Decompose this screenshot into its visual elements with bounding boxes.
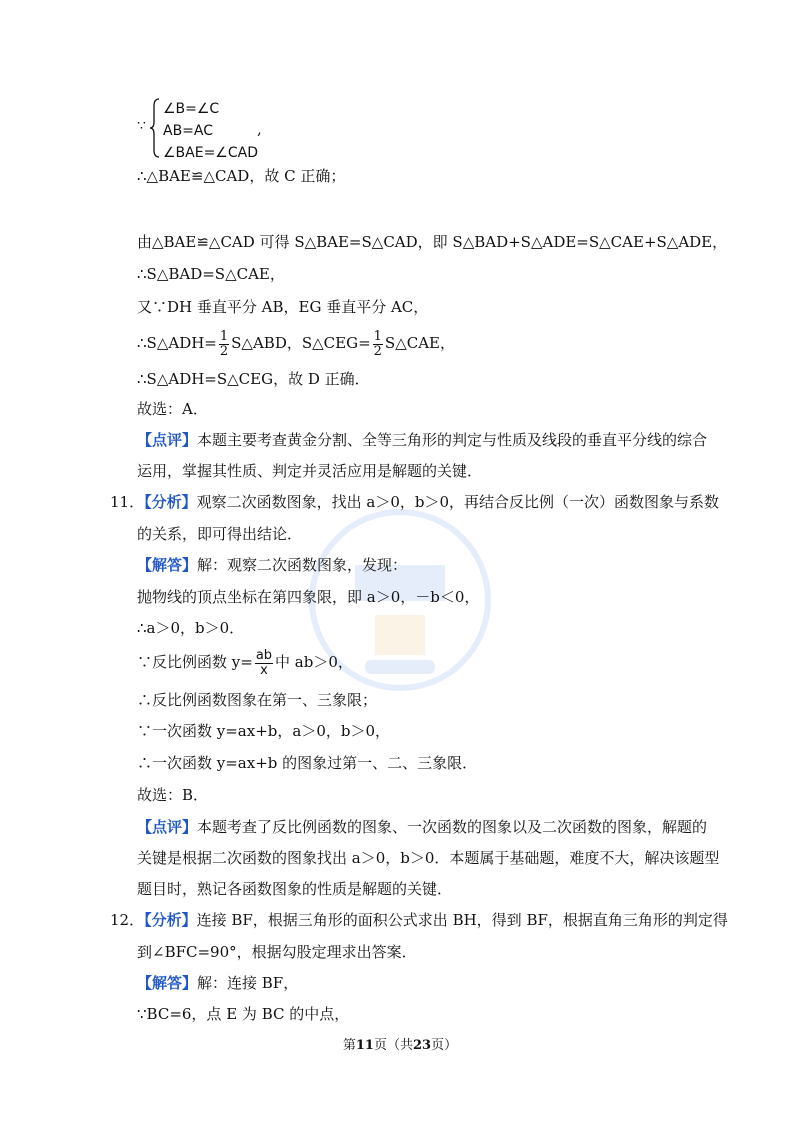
fraction-denominator: x xyxy=(260,662,268,678)
text-segment: 连接 BF，根据三角形的面积公式求出 BH，得到 BF，根据直角三角形的判定得 xyxy=(196,911,728,929)
text-segment: ∴S△ADH= xyxy=(137,334,217,352)
brace-comma: , xyxy=(257,120,262,138)
text-line: ∴S△ADH=S△CEG，故 D 正确． xyxy=(137,370,370,388)
fraction-numerator: ab xyxy=(255,647,273,663)
because-symbol: ∵ xyxy=(137,118,146,134)
answer-line xyxy=(137,555,407,575)
text-line: 的关系，即可得出结论． xyxy=(137,525,303,543)
question-number: 11． xyxy=(110,493,145,511)
text-segment: 本题考查了反比例函数的图象、一次函数的图象以及二次函数的图象，解题的 xyxy=(197,818,708,836)
text-segment: 解：连接 BF， xyxy=(197,974,299,992)
page-footer xyxy=(0,1034,800,1053)
fraction xyxy=(219,330,229,359)
text-line: ∵一次函数 y=ax+b，a＞0，b＞0， xyxy=(137,722,391,740)
text-segment: 中 ab＞0， xyxy=(275,653,353,671)
fraction-denominator: 2 xyxy=(373,343,382,359)
fraction-denominator: 2 xyxy=(219,343,229,359)
text-segment: ∵反比例函数 y= xyxy=(137,653,253,671)
review-tag: 【点评】 xyxy=(137,431,198,449)
text-line: ∵BC=6，点 E 为 BC 的中点， xyxy=(137,1005,350,1023)
answer-line xyxy=(137,973,298,993)
text-line: ∴反比例函数图象在第一、三象限； xyxy=(137,691,378,709)
condition-row: ∠B=∠C xyxy=(163,101,220,117)
text-line-fraction xyxy=(137,645,353,679)
text-line: ∴△BAE≌△CAD，故 C 正确； xyxy=(137,167,346,185)
text-segment: S△ABD，S△CEG= xyxy=(231,334,371,352)
question-11-analysis xyxy=(110,492,719,512)
text-line: 又∵DH 垂直平分 AB，EG 垂直平分 AC， xyxy=(137,298,429,316)
review-line xyxy=(137,430,707,450)
question-12-analysis xyxy=(110,910,728,930)
analysis-tag: 【分析】 xyxy=(144,911,197,929)
fraction-numerator: 1 xyxy=(219,328,229,344)
text-line: ∴a＞0，b＞0． xyxy=(137,619,245,637)
footer-text: 页） xyxy=(431,1038,458,1053)
total-page-number: 23 xyxy=(413,1038,432,1053)
fraction xyxy=(255,649,273,678)
text-line: ∴一次函数 y=ax+b 的图象过第一、二、三象限． xyxy=(137,754,478,772)
text-segment: 本题主要考查黄金分割、全等三角形的判定与性质及线段的垂直平分线的综合 xyxy=(197,431,708,449)
text-segment: 观察二次函数图象，找出 a＞0，b＞0，再结合反比例（一次）函数图象与系数 xyxy=(196,493,720,511)
text-line: 由△BAE≌△CAD 可得 S△BAE=S△CAD，即 S△BAD+S△ADE=S△CAE+S△ADE， xyxy=(137,233,728,251)
current-page-number: 11 xyxy=(355,1038,374,1053)
footer-text: 页（共 xyxy=(373,1038,413,1053)
fraction-numerator: 1 xyxy=(373,328,382,344)
question-number: 12． xyxy=(110,911,145,929)
text-line: 抛物线的顶点坐标在第四象限，即 a＞0，－b＜0， xyxy=(137,588,480,606)
review-tag: 【点评】 xyxy=(137,818,198,836)
text-segment: S△CAE， xyxy=(384,334,455,352)
review-line xyxy=(137,817,707,837)
footer-text: 第 xyxy=(342,1038,356,1053)
text-line-fraction xyxy=(137,326,455,360)
analysis-tag: 【分析】 xyxy=(144,493,197,511)
text-line: ∴S△BAD=S△CAE， xyxy=(137,265,285,283)
answer-tag: 【解答】 xyxy=(137,974,198,992)
condition-row: AB=AC xyxy=(163,123,214,139)
text-line: 关键是根据二次函数的图象找出 a＞0，b＞0．本题属于基础题，难度不大，解决该题型 xyxy=(137,849,720,867)
condition-row: ∠BAE=∠CAD xyxy=(163,145,258,161)
fraction xyxy=(373,330,383,359)
text-line: 运用，掌握其性质、判定并灵活应用是解题的关键． xyxy=(137,462,483,480)
condition-list xyxy=(163,98,258,164)
text-line: 故选：A． xyxy=(137,400,208,418)
text-line: 故选：B． xyxy=(137,786,209,804)
text-line: 题目时，熟记各函数图象的性质是解题的关键． xyxy=(137,880,453,898)
answer-tag: 【解答】 xyxy=(137,556,198,574)
text-line: 到∠BFC=90°，根据勾股定理求出答案． xyxy=(137,943,417,961)
text-segment: 解：观察二次函数图象，发现： xyxy=(197,556,408,574)
left-brace-icon xyxy=(150,98,160,158)
